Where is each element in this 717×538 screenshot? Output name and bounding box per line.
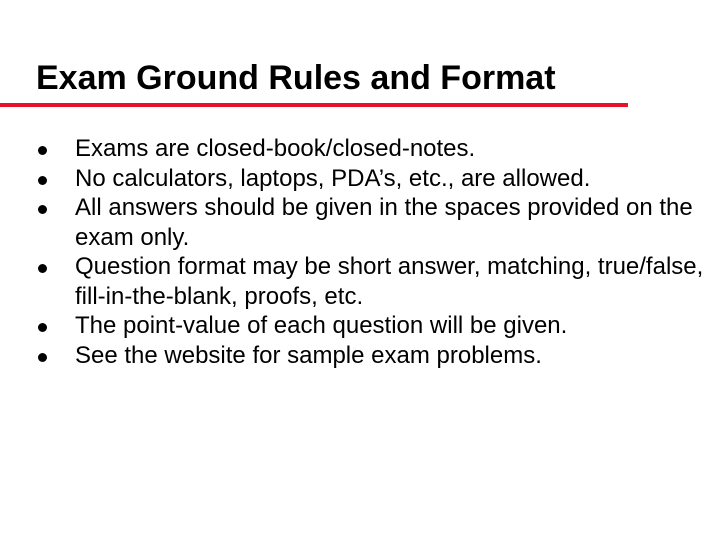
title-underline-rule — [0, 103, 628, 107]
bullet-item-question-format — [38, 252, 708, 311]
bullet-dot-icon — [38, 353, 47, 362]
bullet-dot-icon — [38, 205, 47, 214]
bullet-dot-icon — [38, 323, 47, 332]
bullet-text: Exams are closed-book/closed-notes. — [75, 135, 476, 162]
bullet-text: No calculators, laptops, PDA’s, etc., are allowed. — [75, 164, 591, 192]
bullet-text: The point-value of each question will be given. — [75, 312, 568, 339]
bullet-item-answer-spaces — [38, 193, 708, 252]
bullet-text: All answers should be given in the spaces provided on the exam only. — [75, 194, 693, 251]
bullet-list — [38, 134, 708, 370]
bullet-item-sample-problems — [38, 341, 708, 371]
bullet-dot-icon — [38, 176, 47, 185]
bullet-dot-icon — [38, 264, 47, 273]
bullet-dot-icon — [38, 146, 47, 155]
slide-title: Exam Ground Rules and Format — [36, 59, 556, 97]
bullet-item-no-calculators — [38, 164, 708, 194]
bullet-item-closed-book — [38, 134, 708, 164]
bullet-text: See the website for sample exam problems. — [75, 341, 542, 369]
bullet-item-point-value — [38, 311, 708, 341]
bullet-text: Question format may be short answer, matching, true/false, fill-in-the-blank, proofs, etc. — [75, 253, 704, 310]
